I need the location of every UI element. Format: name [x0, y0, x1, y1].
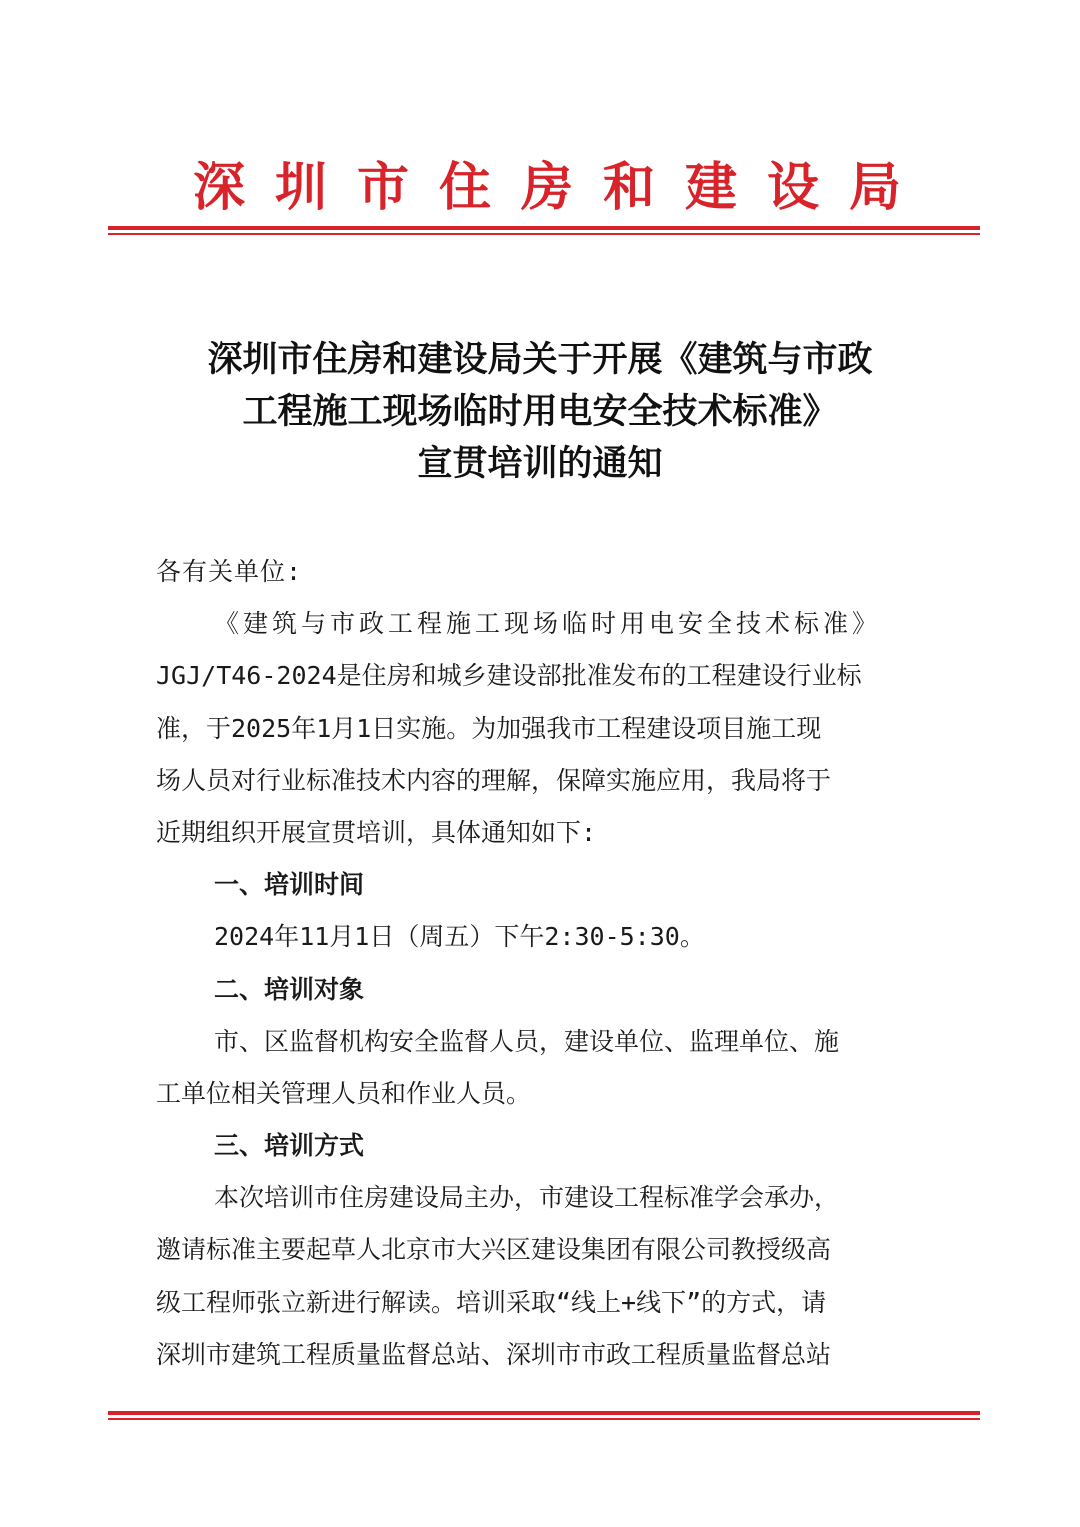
footer-divider — [108, 1411, 980, 1420]
letterhead — [0, 148, 1080, 228]
training-method-line: 本次培训市住房建设局主办，市建设工程标准学会承办， — [214, 1183, 840, 1213]
document-title — [130, 334, 950, 490]
training-method-line: 邀请标准主要起草人北京市大兴区建设集团有限公司教授级高 — [156, 1235, 832, 1265]
title-line: 宣贯培训的通知 — [417, 443, 663, 484]
intro-paragraph-line: 近期组织开展宣贯培训，具体通知如下: — [156, 817, 597, 847]
intro-paragraph-line: 准，于2025年1月1日实施。为加强我市工程建设项目施工现 — [156, 713, 822, 743]
training-time-text: 2024年11月1日（周五）下午2:30-5:30。 — [214, 922, 705, 952]
training-audience-line: 市、区监督机构安全监督人员，建设单位、监理单位、施 — [214, 1026, 840, 1056]
training-audience-line: 工单位相关管理人员和作业人员。 — [156, 1078, 532, 1108]
document-body — [156, 546, 956, 1381]
intro-paragraph-line: JGJ/T46-2024是住房和城乡建设部批准发布的工程建设行业标 — [156, 661, 862, 691]
section-heading: 二、培训对象 — [214, 974, 365, 1004]
letterhead-divider — [108, 226, 980, 235]
title-line: 深圳市住房和建设局关于开展《建筑与市政 — [207, 339, 873, 380]
intro-paragraph-line: 《建筑与市政工程施工现场临时用电安全技术标准》 — [214, 609, 882, 639]
issuing-authority-name: 深圳市住房和建设局 — [192, 157, 931, 218]
training-method-line: 级工程师张立新进行解读。培训采取“线上+线下”的方式，请 — [156, 1287, 827, 1317]
salutation: 各有关单位: — [156, 557, 303, 586]
training-method-line: 深圳市建筑工程质量监督总站、深圳市市政工程质量监督总站 — [156, 1339, 832, 1369]
section-heading: 三、培训方式 — [214, 1131, 365, 1161]
section-heading: 一、培训时间 — [214, 870, 365, 900]
intro-paragraph-line: 场人员对行业标准技术内容的理解，保障实施应用，我局将于 — [156, 765, 832, 795]
title-line: 工程施工现场临时用电安全技术标准》 — [242, 391, 838, 432]
